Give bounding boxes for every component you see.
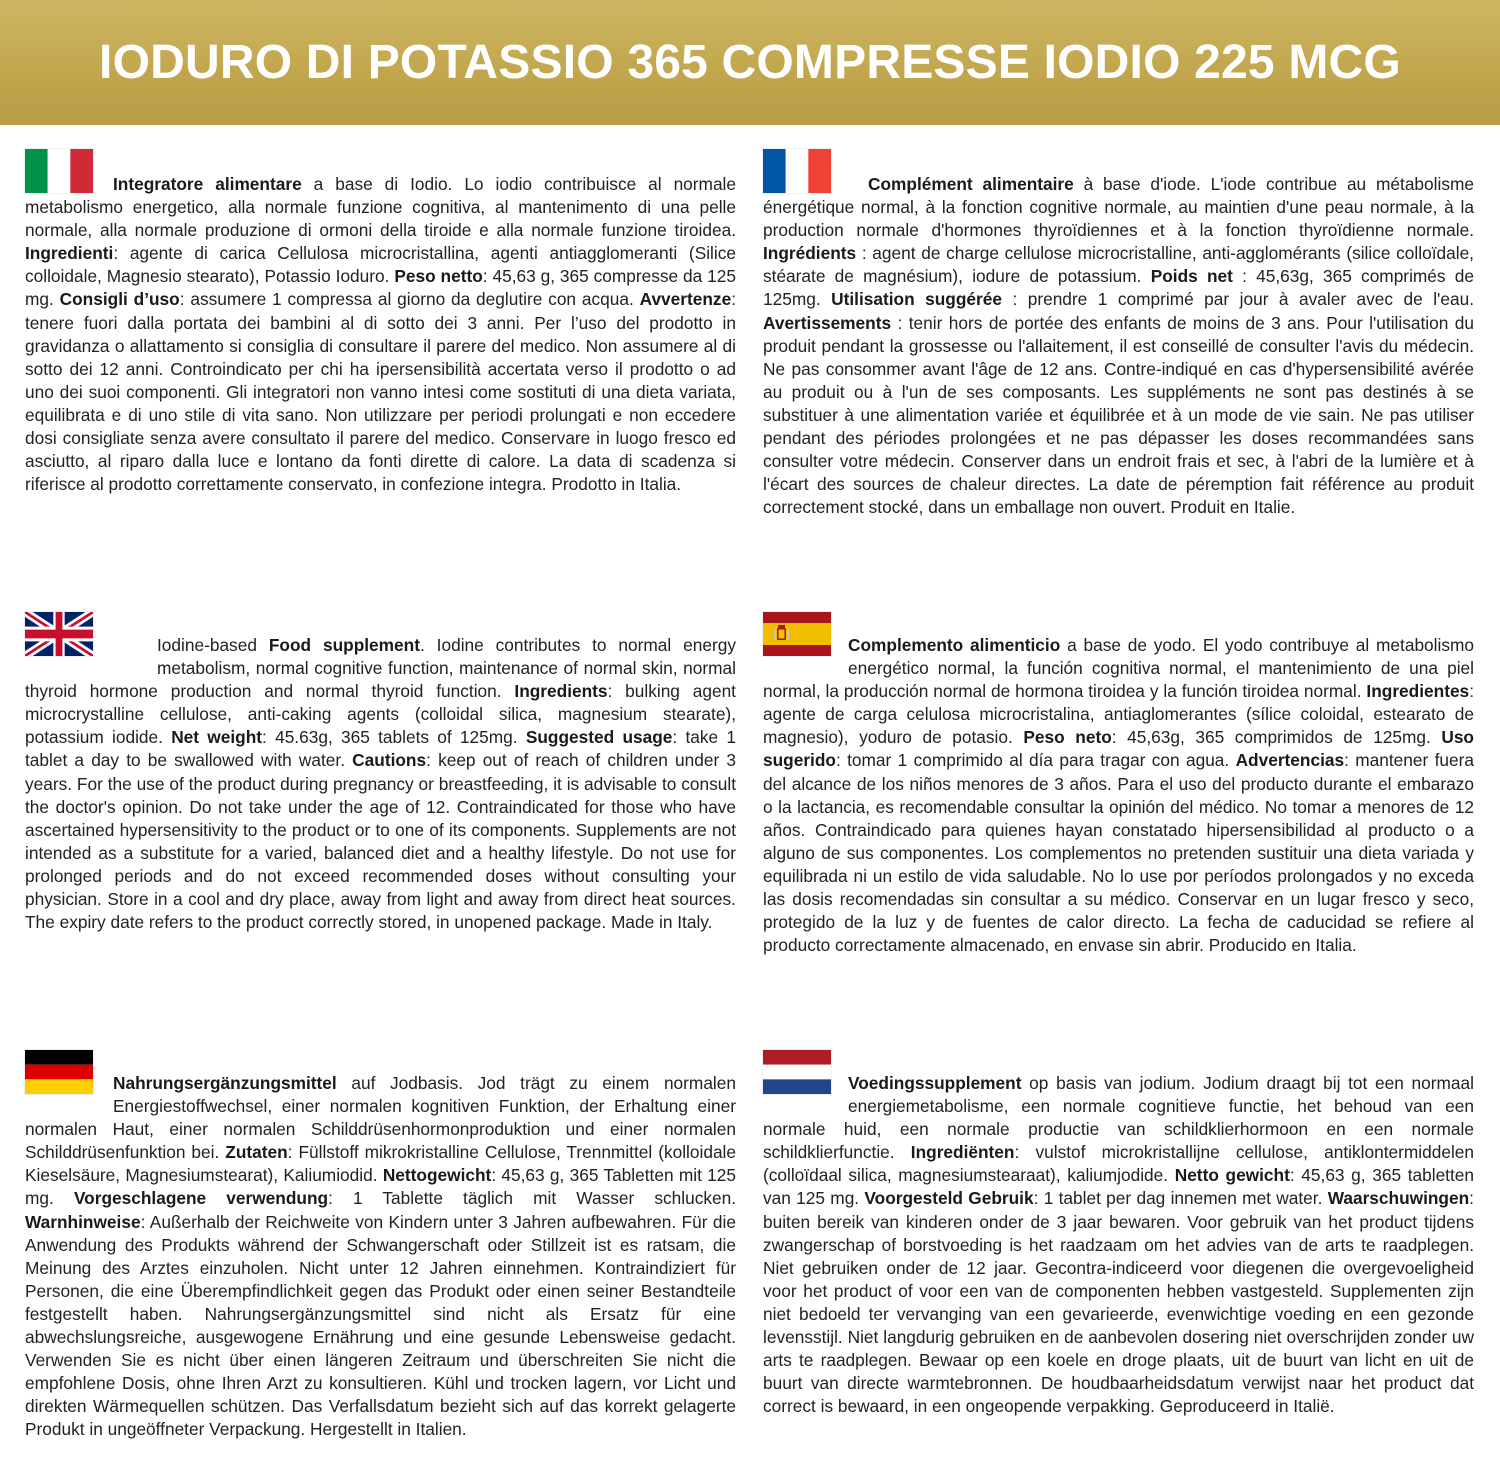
dutch-text-net-weight: : 45,63 g, 365 tabletten van 125 mg. — [763, 1165, 1475, 1209]
german-heading-usage: Vorgeschlagene verwendung — [73, 1188, 329, 1209]
spanish-heading-ingredients: Ingredientes — [1366, 681, 1470, 702]
italian-heading-ingredients: Ingredienti — [25, 243, 114, 264]
french-heading-ingredients: Ingrédients — [763, 243, 857, 264]
dutch-text-description: op basis van jodium. Jodium draagt bij tot een normaal energiemetabolisme, een normale cognitieve functie, het behoud van een normale huid, een normale productie van schildklierhormoon en een normale schildklierfunctie. — [763, 1073, 1474, 1163]
spanish-text-warnings: : mantener fuera del alcance de los niños menores de 3 años. Para el uso del producto durante el embarazo o la lactancia, es recomendable consultar la opinión del médico. No tomar a menores de 12 años. Contraindicado para quienes hayan constatado hipersensibilidad al producto o a alguno de sus componentes. Los complementos no pretenden sustituir una dieta variada y equilibrada ni un estilo de vida saludable. No lo use por períodos prolongados y no exceda las dosis recomendadas sin consultar a su médico. Conservar en un lugar fresco y seco, protegido de la luz y de fuentes de calor directo. La fecha de caducidad se refiere al producto correctamente almacenado, en envase sin abrir. Producido en Italia. — [763, 750, 1474, 956]
english-heading-ingredients: Ingredients — [514, 681, 608, 702]
italy-flag-icon — [25, 149, 93, 193]
english-text-warnings: : keep out of reach of children under 3 years. For the use of the product during pregnancy or breastfeeding, it is advisable to consult the doctor's opinion. Do not take under the age of 12. Contraindicated for those who have ascertained hypersensitivity to the product or to one of its components. Supplements are not intended as a substitute for a varied, balanced diet and a healthy lifestyle. Do not use for prolonged periods and do not exceed recommended doses without consulting your physician. Store in a cool and dry place, away from light and away from direct heat sources. The expiry date refers to the product correctly stored, in unopened package. Made in Italy. — [25, 750, 737, 933]
italian-text-usage: : assumere 1 compressa al giorno da deglutire con acqua. — [179, 289, 640, 310]
french-heading-product: Complément alimentaire — [868, 174, 1074, 194]
italian-text — [25, 149, 736, 496]
italian-heading-usage: Consigli d’uso — [59, 289, 180, 310]
english-heading-product: Food supplement — [268, 635, 420, 655]
italian-text-net-weight: : 45,63 g, 365 compresse da 125 mg. — [25, 266, 737, 310]
spanish-heading-warnings: Advertencias — [1235, 750, 1345, 771]
french-heading-net-weight: Poids net — [1150, 266, 1233, 287]
italian-section — [25, 149, 736, 496]
german-heading-net-weight: Nettogewicht — [382, 1165, 492, 1186]
english-heading-net-weight: Net weight — [171, 727, 263, 748]
italian-text-warnings: : tenere fuori dalla portata dei bambini al di sotto dei 3 anni. Per l’uso del prodotto in gravidanza o allattamento si consiglia di consultare il parere del medico. Non assumere al di sotto dei 12 anni. Controindicato per chi ha ipersensibilità accertata verso il prodotto o ad uno dei suoi componenti. Gli integratori non vanno intesi come sostituti di una dieta variata, equilibrata e di uno stile di vita sano. Non utilizzare per periodi prolungati e non eccedere dosi consigliate senza avere consultato il parere del medico. Conservare in luogo fresco ed asciutto, al riparo dalla luce e lontano da fonti dirette di calore. La data di scadenza si riferisce al prodotto correttamente conservato, in confezione integra. Prodotto in Italia. — [25, 289, 736, 495]
german-text-ingredients: : Füllstoff mikrokristalline Cellulose, Trennmittel (kolloidale Kieselsäure, Magnesiumstearat), Kaliumiodid. — [25, 1142, 736, 1186]
italian-text-description: a base di Iodio. Lo iodio contribuisce al normale metabolismo energetico, alla normale funzione cognitiva, al mantenimento di una pelle normale, alla normale produzione di ormoni della tiroide e alla normale funzione tiroidea. — [25, 174, 737, 241]
english-text-ingredients: : bulking agent microcrystalline cellulose, anti-caking agents (colloidal silica, magnesium stearate), potassium iodide. — [25, 681, 736, 748]
italian-heading-product: Integratore alimentare — [113, 174, 302, 194]
english-text-usage: : take 1 tablet a day to be swallowed with water. — [25, 727, 736, 771]
spanish-heading-net-weight: Peso neto — [1023, 727, 1112, 748]
netherlands-flag-icon — [763, 1050, 831, 1094]
italian-heading-net-weight: Peso netto — [394, 266, 483, 287]
german-heading-product: Nahrungsergänzungsmittel — [113, 1073, 337, 1093]
english-heading-usage: Suggested usage — [525, 727, 673, 748]
germany-flag-icon — [25, 1050, 93, 1094]
french-heading-warnings: Avertissements — [763, 312, 892, 333]
spanish-text-net-weight: : 45,63g, 365 comprimidos de 125mg. — [1111, 727, 1442, 748]
german-text — [25, 1050, 736, 1442]
spanish-heading-usage: Uso sugerido — [763, 727, 1474, 771]
france-flag-icon — [763, 149, 831, 193]
spanish-section — [763, 612, 1474, 957]
french-heading-usage: Utilisation suggérée — [831, 289, 1002, 310]
french-text — [763, 149, 1474, 519]
dutch-section — [763, 1050, 1474, 1418]
dutch-heading-usage: Voorgesteld Gebruik — [864, 1188, 1034, 1209]
spanish-text-usage: : tomar 1 comprimido al día para tragar con agua. — [835, 750, 1236, 771]
german-heading-warnings: Warnhinweise — [25, 1211, 141, 1232]
dutch-text-warnings: : buiten bereik van kinderen onder de 3 jaar bewaren. Voor gebruik van het product tijdens zwangerschap of borstvoeding is het raadzaam om het advies van de arts te raadplegen. Niet gebruiken onder de 12 jaar. Gecontra-indiceerd voor diegenen die overgevoeligheid voor het product of voor een van de componenten hebben vastgesteld. Supplementen zijn niet bedoeld ter vervanging van een gevarieerde, evenwichtige voeding en een gezonde levensstijl. Niet langdurig gebruiken en de aanbevolen dosering niet overschrijden zonder uw arts te raadplegen. Bewaar op een koele en droge plaats, uit de buurt van licht en uit de buurt van directe warmtebronnen. De houdbaarheidsdatum verwijst naar het product dat correct is bewaard, in een ongeopende verpakking. Geproduceerd in Italië. — [763, 1188, 1474, 1417]
spanish-text-ingredients: : agente de carga celulosa microcristalina, antiaglomerantes (sílice coloidal, estearato de magnesio), yoduro de potasio. — [763, 681, 1474, 748]
dutch-heading-net-weight: Netto gewicht — [1174, 1165, 1290, 1186]
german-text-net-weight: : 45,63 g, 365 Tabletten mit 125 mg. — [25, 1165, 737, 1209]
dutch-text-usage: : 1 tablet per dag innemen met water. — [1033, 1188, 1328, 1209]
spanish-text-description: a base de yodo. El yodo contribuye al metabolismo energético normal, la función cognitiva normal, el mantenimiento de una piel normal, la producción normal de hormona tiroidea y la función tiroidea normal. — [763, 635, 1474, 702]
dutch-text-ingredients: : vulstof microkristallijne cellulose, antiklontermiddelen (colloïdaal silica, magnesiumstearaat), kaliumjodide. — [763, 1142, 1474, 1186]
french-text-ingredients: : agent de charge cellulose microcristalline, anti-agglomérants (silice colloïdale, stéarate de magnésium), iodure de potassium. — [763, 243, 1474, 287]
dutch-heading-product: Voedingssupplement — [848, 1073, 1022, 1093]
title-banner — [0, 0, 1500, 125]
german-text-usage: : 1 Tablette täglich mit Wasser schlucken. — [328, 1188, 736, 1209]
english-section — [25, 612, 736, 934]
english-text — [25, 612, 736, 934]
french-text-description: à base d'iode. L'iode contribue au métabolisme énergétique normal, à la fonction cognitive normale, au maintien d'une peau normale, à la production normale d'hormones thyroïdiennes et à la fonction thyroïdienne normale. — [763, 174, 1474, 241]
german-section — [25, 1050, 736, 1442]
german-heading-ingredients: Zutaten — [225, 1142, 288, 1163]
german-text-warnings: : Außerhalb der Reichweite von Kindern unter 3 Jahren aufbewahren. Für die Anwendung des Produkts während der Schwangerschaft oder Stillzeit ist es ratsam, die Meinung des Arztes einzuholen. Nicht unter 12 Jahren einnehmen. Kontraindiziert für Personen, die eine Überempfindlichkeit gegen das Produkt oder einen seiner Bestandteile festgestellt haben. Nahrungsergänzungsmittel sind nicht als Ersatz für eine abwechslungsreiche, ausgewogene Ernährung und eine gesunde Lebensweise gedacht. Verwenden Sie es nicht über einen längeren Zeitraum und überschreiten Sie nicht die empfohlene Dosis, ohne Ihren Arzt zu konsultieren. Kühl und trocken lagern, vor Licht und direkten Wärmequellen schützen. Das Verfallsdatum bezieht sich auf das korrekt gelagerte Produkt in ungeöffneter Verpackung. Hergestellt in Italien. — [25, 1211, 736, 1440]
italian-text-ingredients: : agente di carica Cellulosa microcristallina, agenti antiagglomeranti (Silice colloidale, Magnesio stearato), Potassio Ioduro. — [25, 243, 736, 287]
dutch-heading-ingredients: Ingrediënten — [910, 1142, 1015, 1163]
english-text-intro: Iodine-based — [157, 635, 269, 655]
dutch-heading-warnings: Waarschuwingen — [1327, 1188, 1470, 1209]
french-text-usage: : prendre 1 comprimé par jour à avaler avec de l'eau. — [1001, 289, 1474, 310]
italian-heading-warnings: Avvertenze — [639, 289, 732, 310]
french-text-warnings: : tenir hors de portée des enfants de moins de 3 ans. Pour l'utilisation du produit pendant la grossesse ou l'allaitement, il est conseillé de consulter l'avis du médecin. Ne pas consommer avant l'âge de 12 ans. Contre-indiqué en cas d'hypersensibilité avérée au produit ou à l'un de ses composants. Les suppléments ne sont pas destinés à se substituer à une alimentation variée et équilibrée et à un mode de vie sain. Ne pas utiliser pendant des périodes prolongées et ne pas dépasser les doses recommandées sans consulter votre médecin. Conserver dans un endroit frais et sec, à l'abri de la lumière et à l'écart des sources de chaleur directes. La date de péremption fait référence au produit correctement stocké, dans un emballage non ouvert. Produit en Italie. — [763, 312, 1474, 518]
french-section — [763, 149, 1474, 519]
spain-flag-icon — [763, 612, 831, 656]
english-heading-warnings: Cautions — [352, 750, 427, 771]
dutch-text — [763, 1050, 1474, 1418]
page-title: IODURO DI POTASSIO 365 COMPRESSE IODIO 225 MCG — [99, 36, 1401, 89]
spanish-text — [763, 612, 1474, 957]
english-text-net-weight: : 45.63g, 365 tablets of 125mg. — [262, 727, 526, 748]
english-text-description: . Iodine contributes to normal energy metabolism, normal cognitive function, maintenance of normal skin, normal thyroid hormone production and normal thyroid function. — [25, 635, 737, 702]
united-kingdom-flag-icon — [25, 612, 93, 656]
german-text-description: auf Jodbasis. Jod trägt zu einem normalen Energiestoffwechsel, einer normalen kognitiven Funktion, der Erhaltung einer normalen Haut, einer normalen Schilddrüsenhormonproduktion und einer normalen Schilddrüsenfunktion bei. — [25, 1073, 736, 1163]
french-text-net-weight: : 45,63g, 365 comprimés de 125mg. — [763, 266, 1474, 310]
spanish-heading-product: Complemento alimenticio — [848, 635, 1061, 655]
